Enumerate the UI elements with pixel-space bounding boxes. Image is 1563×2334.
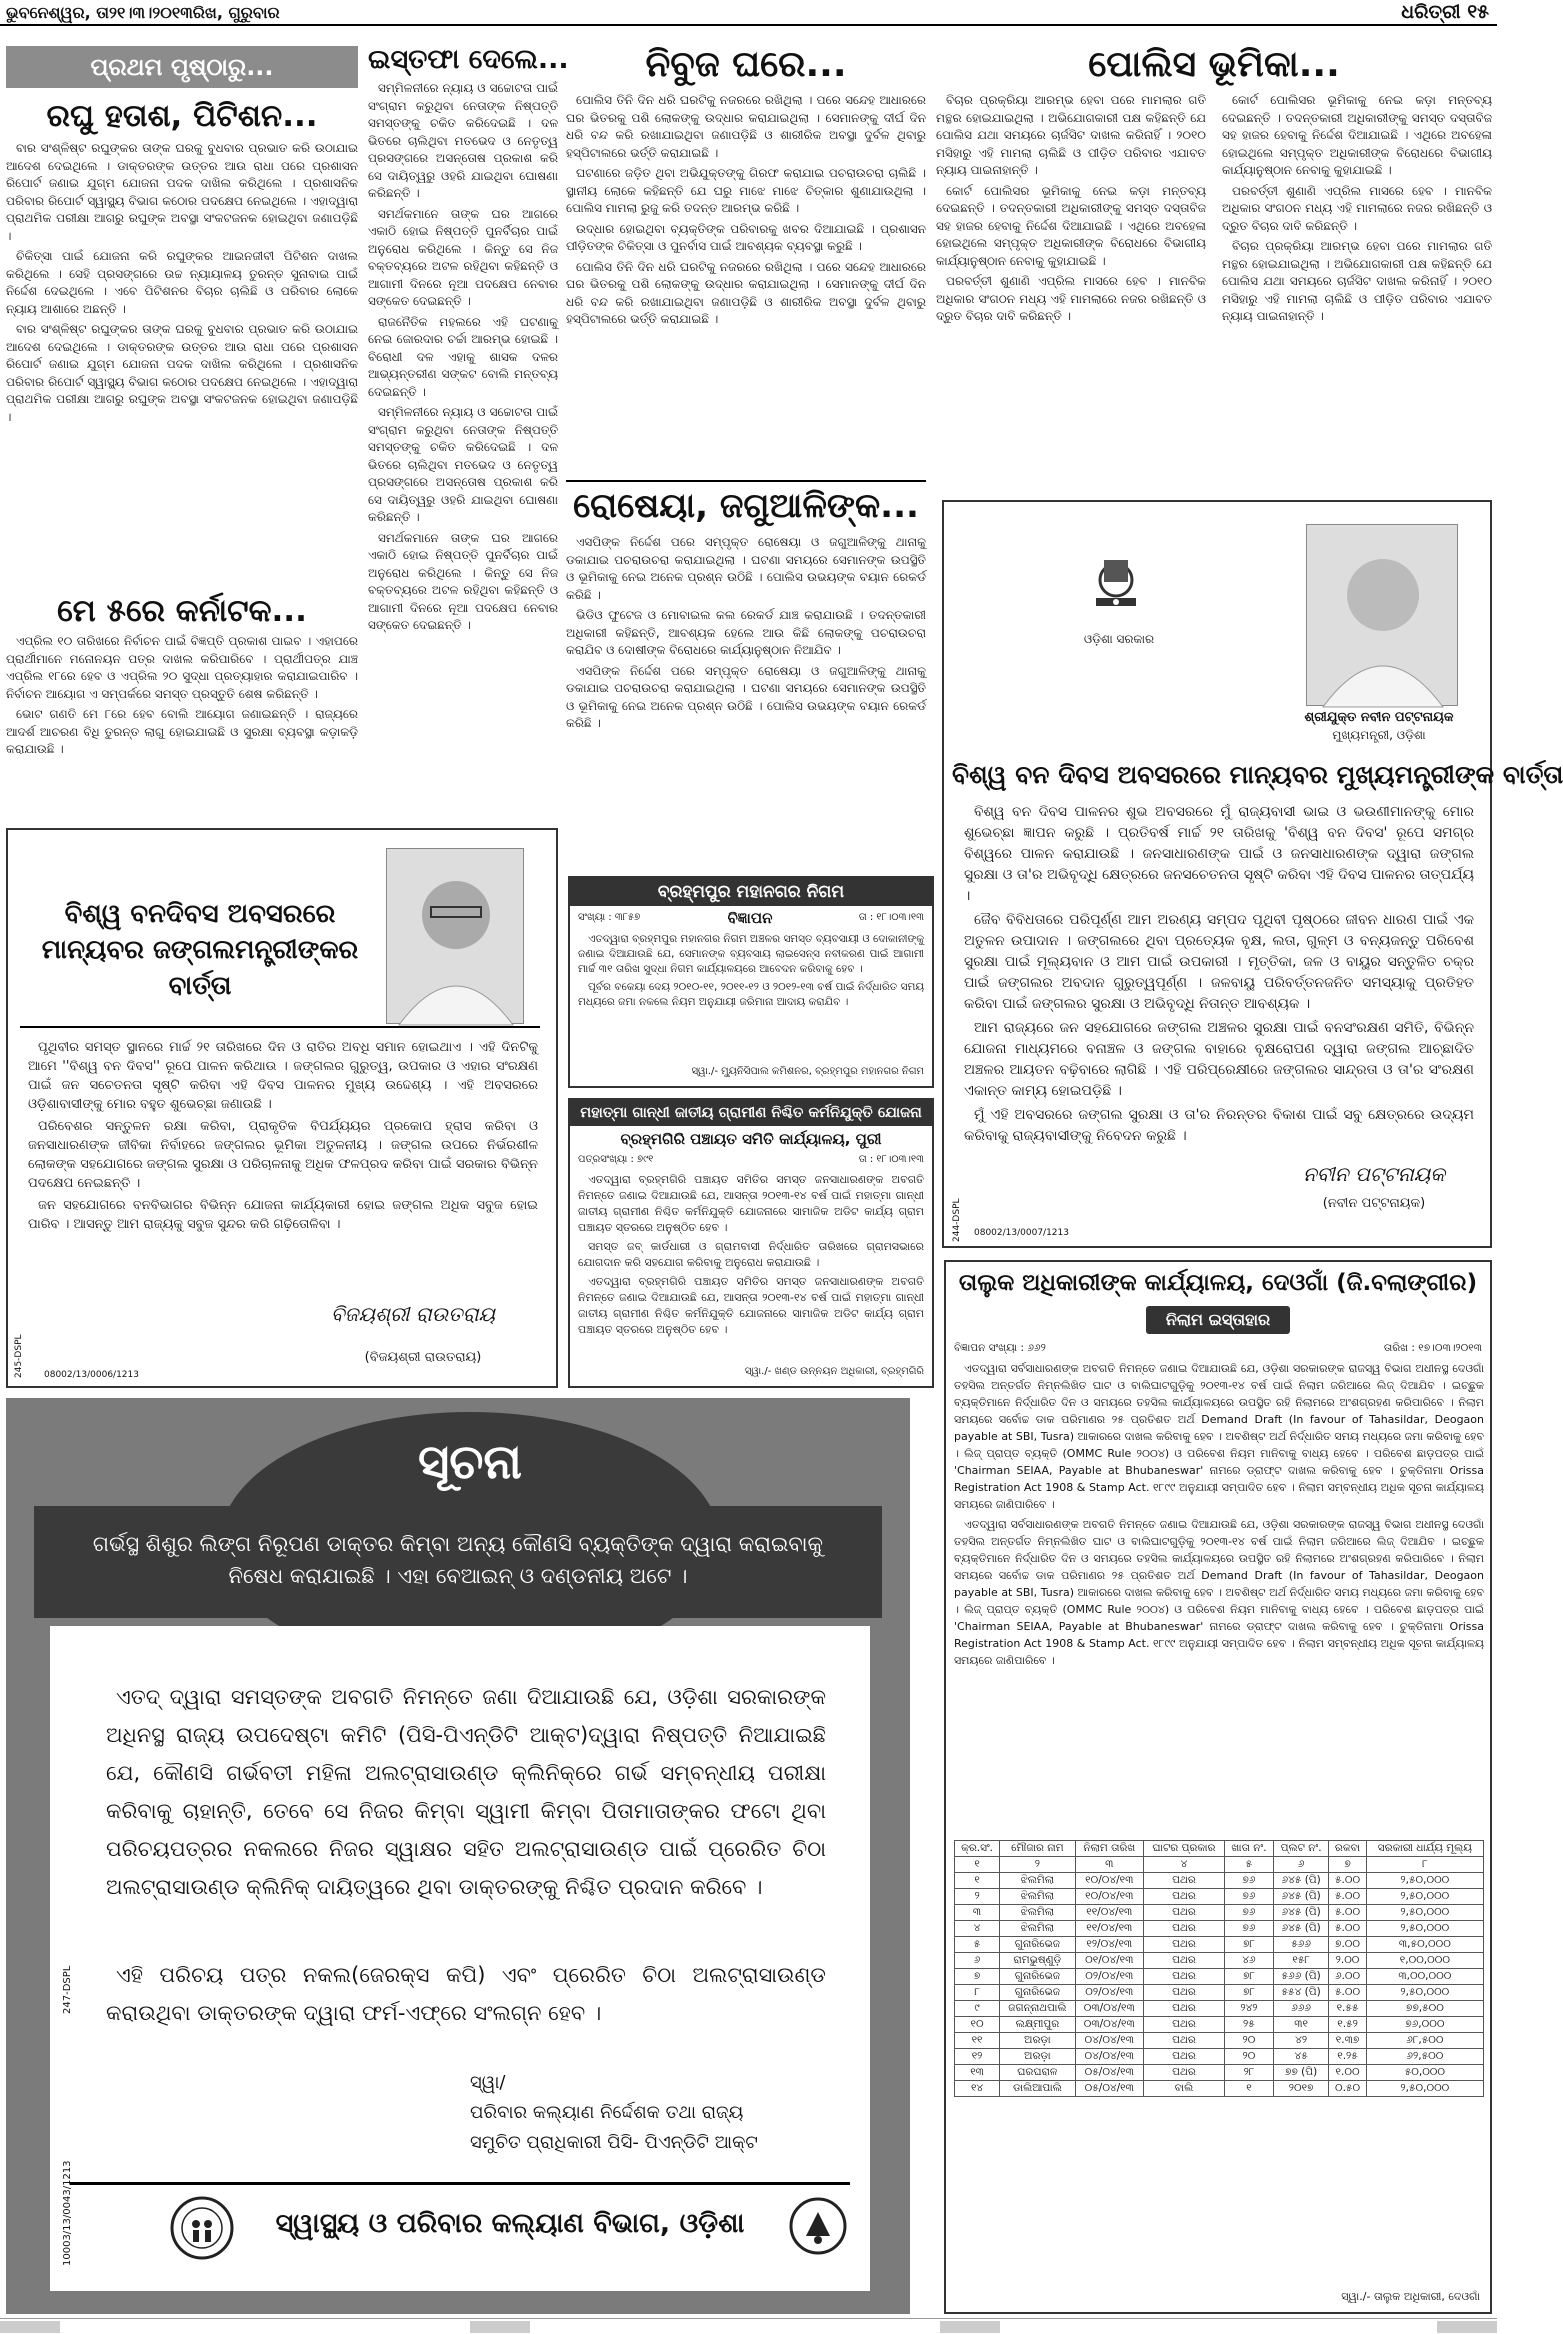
forest-minister-signature: ବିଜୟଶ୍ରୀ ରାଉତରାୟ [331, 1302, 495, 1326]
page-footer-bar [0, 2318, 1497, 2334]
table-cell: ପଥର [1143, 2017, 1224, 2033]
dateline: ଭୁବନେଶ୍ୱର, ତା୨୧।୩।୨୦୧୩ରିଖ, ଗୁରୁବାର [6, 3, 280, 22]
table-cell: ୦୨/୦୪/୧୩ [1075, 1969, 1143, 1985]
footer-mark [940, 2321, 1000, 2333]
paragraph: ଆମ ରାଜ୍ୟରେ ଜନ ସହଯୋଗରେ ଜଙ୍ଗଲ ଅଞ୍ଚଳର ସୁରକ୍ଷା ପାଇଁ ବନସଂରକ୍ଷଣ ସମିତି, ବିଭିନ୍ନ ଯୋଜନା ମାଧ୍ୟମରେ ବନାଞ୍ଚଳ ଓ ଜଙ୍ଗଲ ବାହାରେ ବୃକ୍ଷରୋପଣ ଦ୍ୱାରା ଜଙ୍ଗଲ ଆଚ୍ଛାଦିତ ଅଞ୍ଚଳର ଆୟତନ ବଢ଼ିବାରେ ଲାଗିଛି । ଏହି ପରିପ୍ରେକ୍ଷୀରେ ଜଙ୍ଗଲର ସାନ୍ଦ୍ରତା ଓ ତା'ର ସଂରକ୍ଷଣ ଏକାନ୍ତ କାମ୍ୟ ହୋଇପଡ଼ିଛି । [964, 1020, 1474, 1099]
ad-number: ସଂଖ୍ୟା : ୩୮୫୭ [578, 912, 641, 923]
table-cell: ଝିଲମିଲା [1000, 1889, 1076, 1905]
table-cell: ୦୫/୦୪/୧୩ [1075, 2065, 1143, 2081]
table-cell: ୧୦ [955, 2017, 1000, 2033]
paragraph: ପରବର୍ତ୍ତୀ ଶୁଣାଣି ଏପ୍ରିଲ ମାସରେ ହେବ । ମାନବିକ ଅଧିକାର ସଂଗଠନ ମଧ୍ୟ ଏହି ମାମଲାରେ ନଜର ରଖିଛନ୍ତି ଓ ଦ୍ରୁତ ବିଚାର ଦାବି କରିଛନ୍ତି । [936, 274, 1206, 323]
ad-side-code: 247-DSPL [62, 1965, 73, 2014]
table-row [955, 2033, 1484, 2049]
table-cell: ୭୬ [1225, 1889, 1274, 1905]
paragraph: ଏତଦ୍ୱାରା ସର୍ବସାଧାରଣଙ୍କ ଅବଗତି ନିମନ୍ତେ ଜଣାଇ ଦିଆଯାଉଛି ଯେ, ଓଡ଼ିଶା ସରକାରଙ୍କ ରାଜସ୍ୱ ବିଭାଗ ଅଧୀନସ୍ଥ ଦେଓଗାଁ ତହସିଲ ଅନ୍ତର୍ଗତ ନିମ୍ନଲିଖିତ ଘାଟ ଓ ବାଲିଘାଟଗୁଡ଼ିକୁ ୨୦୧୩-୧୪ ବର୍ଷ ପାଇଁ ନିଲାମ ଜରିଆରେ ଲିଜ୍ ଦିଆଯିବ । ଇଚ୍ଛୁକ ବ୍ୟକ୍ତିମାନେ ନିର୍ଦ୍ଧାରିତ ଦିନ ଓ ସମୟରେ ତହସିଲ କାର୍ଯ୍ୟାଳୟରେ ଉପସ୍ଥିତ ରହି ନିଲାମରେ ଅଂଶଗ୍ରହଣ କରିପାରିବେ । ନିଲାମ ସମୟରେ ସର୍ବୋଚ୍ଚ ଡାକ ପରିମାଣର ୨୫ ପ୍ରତିଶତ ଅର୍ଥ Demand Draft (In favour of Tahasildar, Deogaon payable at SBI, Tusra) ଆକାରରେ ଦାଖଲ କରିବାକୁ ହେବ । ଅବଶିଷ୍ଟ ଅର୍ଥ ନିର୍ଦ୍ଧାରିତ ସମୟ ମଧ୍ୟରେ ଜମା କରିବାକୁ ହେବ । ଲିଜ୍ ପ୍ରାପ୍ତ ବ୍ୟକ୍ତି (OMMC Rule ୨୦୦୪) ଓ ପରିବେଶ ନିୟମ ମାନିବାକୁ ବାଧ୍ୟ ହେବେ । ପରିବେଶ ଛାଡ଼ପତ୍ର ପାଇଁ 'Chairman SEIAA, Payable at Bhubaneswar' ନାମରେ ଡ୍ରାଫ୍ଟ ଦାଖଲ କରିବାକୁ ହେବ । ଚୁକ୍ତିନାମା Orissa Registration Act 1908 & Stamp Act. ୧୮୯୯ ଅନୁଯାୟୀ ସମ୍ପାଦିତ ହେବ । ନିଲାମ ସମ୍ବନ୍ଧୀୟ ଅଧିକ ସୂଚନା କାର୍ଯ୍ୟାଳୟ ସମୟରେ ଜାଣିପାରିବେ । [954, 1362, 1484, 1511]
emblem-caption: ଓଡ଼ିଶା ସରକାର [1083, 632, 1155, 646]
table-cell: ୨୦୧୭ [1273, 2081, 1328, 2097]
ad-subtitle: ବିଜ୍ଞାପନ [727, 909, 773, 927]
table-header-cell: ଘାଟର ପ୍ରକାର [1143, 1841, 1224, 1857]
table-cell: ୫.୦୦ [1329, 1921, 1366, 1937]
divider [566, 480, 926, 482]
chief-minister-message-ad [942, 500, 1563, 1248]
article-title: ନିବୁଜ ଘରେ... [645, 44, 847, 85]
ad-body [954, 1360, 1484, 1830]
paragraph: ସମର୍ଥକମାନେ ତାଙ୍କ ଘର ଆଗରେ ଏକାଠି ହୋଇ ନିଷ୍ପତ୍ତି ପୁନର୍ବିଚାର ପାଇଁ ଅନୁରୋଧ କରିଥିଲେ । କିନ୍ତୁ ସେ ନିଜ ବକ୍ତବ୍ୟରେ ଅଟଳ ରହିଥିବା କହିଛନ୍ତି ଓ ଆଗାମୀ ଦିନରେ ନୂଆ ପଦକ୍ଷେପ ନେବାର ସଙ୍କେତ ଦେଇଛନ୍ତି । [368, 206, 558, 308]
paragraph: ଏସପିଙ୍କ ନିର୍ଦ୍ଦେଶ ପରେ ସମ୍ପୃକ୍ତ ରୋଷେୟା ଓ ଜଗୁଆଳିଙ୍କୁ ଥାନାକୁ ଡକାଯାଇ ପଚରାଉଚରା କରାଯାଇଥିଲା । ଘଟଣା ସମୟରେ ସେମାନଙ୍କ ଉପସ୍ଥିତି ଓ ଭୂମିକାକୁ ନେଇ ଅନେକ ପ୍ରଶ୍ନ ଉଠିଛି । ପୋଲିସ ଉଭୟଙ୍କ ବୟାନ ରେକର୍ଡ କରିଛି । [566, 535, 926, 602]
paragraph: କୋର୍ଟ ପୋଲିସର ଭୂମିକାକୁ ନେଇ କଡ଼ା ମନ୍ତବ୍ୟ ଦେଇଛନ୍ତି । ତଦନ୍ତକାରୀ ଅଧିକାରୀଙ୍କୁ ସମସ୍ତ ଦସ୍ତାବିଜ ସହ ହାଜର ହେବାକୁ ନିର୍ଦ୍ଦେଶ ଦିଆଯାଇଛି । ଏଥିରେ ଅବହେଳା ହୋଇଥିଲେ ସମ୍ପୃକ୍ତ ଅଧିକାରୀଙ୍କ ବିରୋଧରେ ବିଭାଗୀୟ କାର୍ଯ୍ୟାନୁଷ୍ଠାନ ନେବାକୁ କୁହାଯାଇଛି । [936, 183, 1206, 268]
table-cell: ଅରଡ଼ା [1000, 2033, 1076, 2049]
photo-caption-role: ମୁଖ୍ୟମନ୍ତ୍ରୀ, ଓଡ଼ିଶା [1332, 728, 1426, 742]
table-cell: ୨,୫୦,୦୦୦ [1366, 1889, 1483, 1905]
paragraph: ପରବର୍ତ୍ତୀ ଶୁଣାଣି ଏପ୍ରିଲ ମାସରେ ହେବ । ମାନବିକ ଅଧିକାର ସଂଗଠନ ମଧ୍ୟ ଏହି ମାମଲାରେ ନଜର ରଖିଛନ୍ତି ଓ ଦ୍ରୁତ ବିଚାର ଦାବି କରିଛନ୍ତି । [1222, 183, 1492, 233]
notice-title: ସୂଚନା [417, 1434, 523, 1490]
table-cell: ଝିଲମିଲା [1000, 1873, 1076, 1889]
table-cell: ଲକ୍ଷ୍ମୀପୁର [1000, 2017, 1076, 2033]
paragraph: ବିଚାର ପ୍ରକ୍ରିୟା ଆରମ୍ଭ ହେବା ପରେ ମାମଲାର ଗତି ମନ୍ଥର ହୋଇଯାଇଥିଲା । ଅଭିଯୋଗକାରୀ ପକ୍ଷ କହିଛନ୍ତି ଯେ ପୋଲିସ ଯଥା ସମୟରେ ଚାର୍ଜସିଟ ଦାଖଲ କରିନାହିଁ । ୨୦୧୦ ମସିହାରୁ ଏହି ମାମଲା ଚାଲିଛି ଓ ପୀଡ଼ିତ ପରିବାର ଏଯାବତ ନ୍ୟାୟ ପାଇନାହାନ୍ତି । [936, 93, 1206, 177]
table-cell: ୨୦ [1225, 2033, 1274, 2049]
table-cell: ୫୬୬ [1273, 1937, 1328, 1953]
table-cell: ୦୨/୦୪/୧୩ [1075, 1985, 1143, 2001]
table-cell: ୧୦/୦୪/୧୩ [1075, 1873, 1143, 1889]
table-row [955, 1937, 1484, 1953]
article-body [936, 92, 1206, 492]
paragraph: ଭୋଟ ଗଣତି ମେ ୮ରେ ହେବ ବୋଲି ଆୟୋଗ ଜଣାଇଛନ୍ତି । ରାଜ୍ୟରେ ଆଦର୍ଶ ଆଚରଣ ବିଧି ତୁରନ୍ତ ଲାଗୁ ହୋଇଯାଇଛି ଓ ସୁରକ୍ଷା ବ୍ୟବସ୍ଥା କଡ଼ାକଡ଼ି କରାଯାଉଛି । [6, 707, 358, 756]
table-number-cell: ୭ [1329, 1857, 1366, 1873]
paragraph: ଘଟଣାରେ ଜଡ଼ିତ ଥିବା ଅଭିଯୁକ୍ତଙ୍କୁ ଗିରଫ କରାଯାଇ ପଚରାଉଚରା ଚାଲିଛି । ସ୍ଥାନୀୟ ଲୋକେ କହିଛନ୍ତି ଯେ ଘରୁ ମାଝେ ମାଝେ ଚିତ୍କାର ଶୁଣାଯାଉଥିଲା । ପୋଲିସ ମାମଲା ରୁଜୁ କରି ତଦନ୍ତ ଆରମ୍ଭ କରିଛି । [566, 166, 926, 215]
table-header-cell: ମୌଜାର ନାମ [1000, 1841, 1076, 1857]
table-number-cell: ୧ [955, 1857, 1000, 1873]
cm-signature: ନବୀନ ପଟ୍ଟନାୟକ [1303, 1162, 1445, 1186]
table-cell: ପଥର [1143, 1905, 1224, 1921]
paragraph: ଚିକିତ୍ସା ପାଇଁ ଯୋଜନା କରି ରଘୁଙ୍କର ଆଇନଜୀବୀ ପିଟିଶନ ଦାଖଲ କରିଥିଲେ । ସେହି ପ୍ରସଙ୍ଗରେ ଉଚ୍ଚ ନ୍ୟାୟାଳୟ ତୁରନ୍ତ ସୁନାବାଇ ପାଇଁ ନିର୍ଦ୍ଦେଶ ଦେଇଥିଲେ । ଏବେ ପିଟିଶନର ବିଚାର ଚାଲିଛି ଓ ପରିବାର ଲୋକେ ନ୍ୟାୟ ଆଶାରେ ଅଛନ୍ତି । [6, 249, 358, 316]
table-cell: ୭୮ [1225, 1985, 1274, 2001]
table-cell: ୦୪/୦୪/୧୩ [1075, 2049, 1143, 2065]
ashoka-emblem-icon [1076, 542, 1156, 622]
divider [70, 2182, 850, 2185]
table-cell: ୫୫୪ (ପି) [1273, 1985, 1328, 2001]
table-cell: ୭୮ [1225, 1937, 1274, 1953]
paragraph: ଏତଦ୍ୱାରା ସର୍ବସାଧାରଣଙ୍କ ଅବଗତି ନିମନ୍ତେ ଜଣାଇ ଦିଆଯାଉଛି ଯେ, ଓଡ଼ିଶା ସରକାରଙ୍କ ରାଜସ୍ୱ ବିଭାଗ ଅଧୀନସ୍ଥ ଦେଓଗାଁ ତହସିଲ ଅନ୍ତର୍ଗତ ନିମ୍ନଲିଖିତ ଘାଟ ଓ ବାଲିଘାଟଗୁଡ଼ିକୁ ୨୦୧୩-୧୪ ବର୍ଷ ପାଇଁ ନିଲାମ ଜରିଆରେ ଲିଜ୍ ଦିଆଯିବ । ଇଚ୍ଛୁକ ବ୍ୟକ୍ତିମାନେ ନିର୍ଦ୍ଧାରିତ ଦିନ ଓ ସମୟରେ ତହସିଲ କାର୍ଯ୍ୟାଳୟରେ ଉପସ୍ଥିତ ରହି ନିଲାମରେ ଅଂଶଗ୍ରହଣ କରିପାରିବେ । ନିଲାମ ସମୟରେ ସର୍ବୋଚ୍ଚ ଡାକ ପରିମାଣର ୨୫ ପ୍ରତିଶତ ଅର୍ଥ Demand Draft (In favour of Tahasildar, Deogaon payable at SBI, Tusra) ଆକାରରେ ଦାଖଲ କରିବାକୁ ହେବ । ଅବଶିଷ୍ଟ ଅର୍ଥ ନିର୍ଦ୍ଧାରିତ ସମୟ ମଧ୍ୟରେ ଜମା କରିବାକୁ ହେବ । ଲିଜ୍ ପ୍ରାପ୍ତ ବ୍ୟକ୍ତି (OMMC Rule ୨୦୦୪) ଓ ପରିବେଶ ନିୟମ ମାନିବାକୁ ବାଧ୍ୟ ହେବେ । ପରିବେଶ ଛାଡ଼ପତ୍ର ପାଇଁ 'Chairman SEIAA, Payable at Bhubaneswar' ନାମରେ ଡ୍ରାଫ୍ଟ ଦାଖଲ କରିବାକୁ ହେବ । ଚୁକ୍ତିନାମା Orissa Registration Act 1908 & Stamp Act. ୧୮୯୯ ଅନୁଯାୟୀ ସମ୍ପାଦିତ ହେବ । ନିଲାମ ସମ୍ବନ୍ଧୀୟ ଅଧିକ ସୂଚନା କାର୍ଯ୍ୟାଳୟ ସମୟରେ ଜାଣିପାରିବେ । [954, 1518, 1484, 1667]
table-cell: ୧୧/୦୪/୧୩ [1075, 1921, 1143, 1937]
table-cell: ୭.୦୦ [1329, 1937, 1366, 1953]
table-cell: ଝିଲମିଲା [1000, 1905, 1076, 1921]
table-cell: ପଥର [1143, 2033, 1224, 2049]
table-cell: ଅରଡ଼ା [1000, 2049, 1076, 2065]
table-cell: ୧,୦୦,୦୦୦ [1366, 1953, 1483, 1969]
table-cell: ଗୁନାରିଭେଜ [1000, 1969, 1076, 1985]
signature-title: ସମୁଚିତ ପ୍ରାଧିକାରୀ ପିସି- ପିଏନ୍‌ଡିଟି ଆକ୍ଟ [470, 2132, 758, 2153]
table-cell: ପଥର [1143, 1985, 1224, 2001]
notice-body [106, 1956, 826, 2036]
article-body [1222, 92, 1492, 492]
table-cell: ୭୬ [1225, 1921, 1274, 1937]
table-header-cell: କ୍ର.ସଂ. [955, 1841, 1000, 1857]
nrega-ad [568, 1098, 934, 1388]
table-cell: ୦୩/୦୪/୧୩ [1075, 2001, 1143, 2017]
table-cell: ୨୫ [1225, 2017, 1274, 2033]
table-cell: ୭୬ [1225, 1905, 1274, 1921]
paragraph: ସମ୍ମିଳନୀରେ ନ୍ୟାୟ ଓ ସଚ୍ଚୋଟତା ପାଇଁ ସଂଗ୍ରାମ କରୁଥିବା ନେତାଙ୍କ ନିଷ୍ପତ୍ତି ସମସ୍ତଙ୍କୁ ଚକିତ କରିଦେଇଛି । ଦଳ ଭିତରେ ଚାଲିଥିବା ମତଭେଦ ଓ ନେତୃତ୍ୱ ପ୍ରସଙ୍ଗରେ ଅସନ୍ତୋଷ ପ୍ରକାଶ କରି ସେ ଦାୟିତ୍ୱରୁ ଓହରି ଯାଇଥିବା ଘୋଷଣା କରିଛନ୍ତି । [368, 81, 558, 200]
table-row [955, 1905, 1484, 1921]
table-header-cell: ଖାତା ନଂ. [1225, 1841, 1274, 1857]
table-cell: ୬.୦୦ [1329, 1969, 1366, 1985]
paragraph: ସମର୍ଥକମାନେ ତାଙ୍କ ଘର ଆଗରେ ଏକାଠି ହୋଇ ନିଷ୍ପତ୍ତି ପୁନର୍ବିଚାର ପାଇଁ ଅନୁରୋଧ କରିଥିଲେ । କିନ୍ତୁ ସେ ନିଜ ବକ୍ତବ୍ୟରେ ଅଟଳ ରହିଥିବା କହିଛନ୍ତି ଓ ଆଗାମୀ ଦିନରେ ନୂଆ ପଦକ୍ଷେପ ନେବାର ସଙ୍କେତ ଦେଇଛନ୍ତି । [368, 530, 558, 632]
table-cell: ୪୨ [1273, 2033, 1328, 2049]
ad-subtitle: ନିଲାମ ଇସ୍ତାହାର [1146, 1306, 1290, 1334]
table-cell: ୬୬୬ [1273, 2001, 1328, 2017]
article-title: ରୋଷେୟା, ଜଗୁଆଳିଙ୍କ... [573, 486, 919, 526]
ad-title: ତାଲୁକ ଅଧିକାରୀଙ୍କ କାର୍ଯ୍ୟାଳୟ, ଦେଓଗାଁ (ଜି.ବଲାଙ୍ଗୀର) [958, 1270, 1478, 1296]
table-cell: ୧ [1225, 2081, 1274, 2097]
table-cell: ଗୁନାରିଭେଜ [1000, 1985, 1076, 2001]
footer-mark [1437, 2321, 1497, 2333]
table-cell: ୦୧/୦୪/୧୩ [1075, 1953, 1143, 1969]
ad-footer: ସ୍ୱା./- ଖଣ୍ଡ ଉନ୍ନୟନ ଅଧିକାରୀ, ବ୍ରହ୍ମଗିରି [744, 1366, 924, 1377]
paragraph: ରାଜନୈତିକ ମହଲରେ ଏହି ଘଟଣାକୁ ନେଇ ଜୋରଦାର ଚର୍ଚ୍ଚା ଆରମ୍ଭ ହୋଇଛି । ବିରୋଧୀ ଦଳ ଏହାକୁ ଶାସକ ଦଳର ଆଭ୍ୟନ୍ତରୀଣ ସଙ୍କଟ ବୋଲି ମନ୍ତବ୍ୟ ଦେଇଛନ୍ତି । [368, 314, 558, 399]
table-row [955, 2049, 1484, 2065]
auction-table [954, 1840, 1484, 2097]
signature-line: ସ୍ୱା/ [470, 2072, 506, 2093]
footer-mark [0, 2321, 60, 2333]
table-cell: ୭୭ (ପି) [1273, 2065, 1328, 2081]
table-cell: ୧୧/୦୪/୧୩ [1075, 1905, 1143, 1921]
article-title: ମେ ୫ରେ କର୍ନାଟକ... [57, 593, 307, 629]
table-number-cell: ୪ [1143, 1857, 1224, 1873]
table-cell: ୨ [955, 1889, 1000, 1905]
table-cell: ୬୪୫ (ପି) [1273, 1905, 1328, 1921]
paragraph: ବାର ସଂଶ୍ଳିଷ୍ଟ ରଘୁଙ୍କର ତାଙ୍କ ଘରକୁ ବୁଧବାର ପ୍ରଭାତ କରି ଉଠାଯାଇ ଆଦେଶ ଦେଇଥିଲେ । ଡାକ୍ତରଙ୍କ ଉତ୍ତର ଆଉ ରାଧା ପରେ ପ୍ରଶାସନ ରିପୋର୍ଟ ଜଣାଇ ଯୁଗ୍ମ ଯୋଜନା ପଦକ ଦାଖିଲ କରିଥିଲେ । ପ୍ରଶାସନିକ ପରିବାର ରିପୋର୍ଟ ସ୍ୱାସ୍ଥ୍ୟ ବିଭାଗ କଠୋର ପଦକ୍ଷେପ ନେଇଥିଲେ । ଏହାଦ୍ୱାରା ପ୍ରାଥମିକ ପରୀକ୍ଷା ଆଗରୁ ରଘୁଙ୍କ ଅବସ୍ଥା ସଂକଟଜନକ ହୋଇଥିବା ଜଣାପଡ଼ିଛି । [6, 141, 358, 243]
paragraph: ଏତଦ୍ୱାରା ବ୍ରହ୍ମଗିରି ପଞ୍ଚାୟତ ସମିତିର ସମସ୍ତ ଜନସାଧାରଣଙ୍କ ଅବଗତି ନିମନ୍ତେ ଜଣାଇ ଦିଆଯାଉଛି ଯେ, ଆସନ୍ତା ୨୦୧୩-୧୪ ବର୍ଷ ପାଇଁ ମହାତ୍ମା ଗାନ୍ଧୀ ଜାତୀୟ ଗ୍ରାମୀଣ ନିଶ୍ଚିତ କର୍ମନିଯୁକ୍ତି ଯୋଜନାରେ ସାମାଜିକ ଅଡିଟ କାର୍ଯ୍ୟ ଗ୍ରାମ ପଞ୍ଚାୟତ ସ୍ତରରେ ଅନୁଷ୍ଠିତ ହେବ । [578, 1173, 924, 1234]
health-notice-ad [6, 1398, 910, 2314]
table-cell: ପଥର [1143, 1921, 1224, 1937]
article-body [6, 140, 358, 580]
paragraph: ପୂର୍ବର ବକେୟା ଦେୟ ୨୦୧୦-୧୧, ୨୦୧୧-୧୨ ଓ ୨୦୧୨-୧୩ ବର୍ଷ ପାଇଁ ନିର୍ଦ୍ଧାରିତ ସମୟ ମଧ୍ୟରେ ଜମା ନକଲେ ନିୟମ ଅନୁଯାୟୀ ଜରିମାନା ଆଦାୟ କରାଯିବ । [578, 981, 924, 1008]
ad-body [964, 802, 1474, 1158]
table-number-cell: ୮ [1366, 1857, 1483, 1873]
table-cell: ୩,୫୦,୦୦୦ [1366, 1937, 1483, 1953]
ad-body [578, 1172, 924, 1362]
berhampur-corporation-ad [568, 876, 934, 1088]
table-cell: ୦୪/୦୪/୧୩ [1075, 2033, 1143, 2049]
paragraph: କୋର୍ଟ ପୋଲିସର ଭୂମିକାକୁ ନେଇ କଡ଼ା ମନ୍ତବ୍ୟ ଦେଇଛନ୍ତି । ତଦନ୍ତକାରୀ ଅଧିକାରୀଙ୍କୁ ସମସ୍ତ ଦସ୍ତାବିଜ ସହ ହାଜର ହେବାକୁ ନିର୍ଦ୍ଦେଶ ଦିଆଯାଇଛି । ଏଥିରେ ଅବହେଳା ହୋଇଥିଲେ ସମ୍ପୃକ୍ତ ଅଧିକାରୀଙ୍କ ବିରୋଧରେ ବିଭାଗୀୟ କାର୍ଯ୍ୟାନୁଷ୍ଠାନ ନେବାକୁ କୁହାଯାଇଛି । [1222, 93, 1492, 177]
table-cell: ୧ [955, 1873, 1000, 1889]
table-cell: ଗୁନାରିଭେଜ [1000, 1937, 1076, 1953]
table-cell: ୧୦/୦୪/୧୩ [1075, 1889, 1143, 1905]
paragraph: ଜନ ସହଯୋଗରେ ବନବିଭାଗର ବିଭିନ୍ନ ଯୋଜନା କାର୍ଯ୍ୟକାରୀ ହୋଇ ଜଙ୍ଗଲ ଅଧିକ ସବୁଜ ହୋଇ ପାରିବ । ଆସନ୍ତୁ ଆମ ରାଜ୍ୟକୁ ସବୁଜ ସୁନ୍ଦର କରି ଗଢ଼ିତୋଳିବା । [28, 1198, 538, 1232]
signature-title: ପରିବାର କଲ୍ୟାଣ ନିର୍ଦ୍ଦେଶକ ତଥା ରାଜ୍ୟ [470, 2102, 744, 2123]
table-cell: ୨,୫୦,୦୦୦ [1366, 2081, 1483, 2097]
department-name: ସ୍ୱାସ୍ଥ୍ୟ ଓ ପରିବାର କଲ୍ୟାଣ ବିଭାଗ, ଓଡ଼ିଶା [275, 2208, 745, 2239]
table-cell: ବାଲି [1143, 2081, 1224, 2097]
forest-minister-name: (ବିଜୟଶ୍ରୀ ରାଉତରାୟ) [364, 1350, 482, 1365]
table-cell: ୪୬ [1225, 1953, 1274, 1969]
table-number-cell: ୬ [1273, 1857, 1328, 1873]
table-cell: ୪ [955, 1921, 1000, 1937]
table-cell: ୦.୫୦ [1329, 2081, 1366, 2097]
table-cell: ୬୪୫ (ପି) [1273, 1889, 1328, 1905]
ad-title: ମହାତ୍ମା ଗାନ୍ଧୀ ଜାତୀୟ ଗ୍ରାମୀଣ ନିଶ୍ଚିତ କର୍ମନିଯୁକ୍ତି ଯୋଜନା [570, 1100, 932, 1126]
table-cell: ପଥର [1143, 1969, 1224, 1985]
table-cell: ପଥର [1143, 2049, 1224, 2065]
table-cell: ୩,୦୦,୦୦୦ [1366, 1969, 1483, 1985]
paragraph: ଏତଦ୍ ଦ୍ୱାରା ସମସ୍ତଙ୍କ ଅବଗତି ନିମନ୍ତେ ଜଣା ଦିଆଯାଉଛି ଯେ, ଓଡ଼ିଶା ସରକାରଙ୍କ ଅଧିନସ୍ଥ ରାଜ୍ୟ ଉପଦେଷ୍ଟା କମିଟି (ପିସି-ପିଏନ୍‌ଡିଟି ଆକ୍ଟ)ଦ୍ୱାରା ନିଷ୍ପତ୍ତି ନିଆଯାଇଛି ଯେ, କୌଣସି ଗର୍ଭବତୀ ମହିଳା ଅଲଟ୍ରାସାଉଣ୍ଡ କ୍ଲିନିକ୍‌ରେ ଗର୍ଭ ସମ୍ବନ୍ଧୀୟ ପରୀକ୍ଷା କରିବାକୁ ଚାହାନ୍ତି, ତେବେ ସେ ନିଜର କିମ୍ବା ସ୍ୱାମୀ କିମ୍ବା ପିତାମାତାଙ୍କର ଫଟୋ ଥିବା ପରିଚୟପତ୍ରର ନକଲରେ ନିଜର ସ୍ୱାକ୍ଷର ସହିତ ଅଲଟ୍ରାସାଉଣ୍ଡ ପାଇଁ ପ୍ରେରିତ ଚିଠା ଅଲଟ୍ରାସାଉଣ୍ଡ କ୍ଲିନିକ୍ ଦାୟିତ୍ୱରେ ଥିବା ଡାକ୍ତରଙ୍କୁ ନିଶ୍ଚିତ ପ୍ରଦାନ କରିବେ । [106, 1685, 826, 1899]
table-cell: ଡାଲିଆପାଲି [1000, 2081, 1076, 2097]
ad-body [28, 1038, 538, 1288]
divider [20, 1026, 540, 1028]
table-cell: ପଥର [1143, 2065, 1224, 2081]
table-cell: ୫ [955, 1937, 1000, 1953]
paragraph: ସମସ୍ତ ଜବ୍ କାର୍ଡଧାରୀ ଓ ଗ୍ରାମବାସୀ ନିର୍ଦ୍ଧାରିତ ତାରିଖରେ ଗ୍ରାମସଭାରେ ଯୋଗଦାନ କରି ସହଯୋଗ କରିବାକୁ ଅନୁରୋଧ କରାଯାଉଛି । [578, 1240, 924, 1269]
paragraph: ବିଚାର ପ୍ରକ୍ରିୟା ଆରମ୍ଭ ହେବା ପରେ ମାମଲାର ଗତି ମନ୍ଥର ହୋଇଯାଇଥିଲା । ଅଭିଯୋଗକାରୀ ପକ୍ଷ କହିଛନ୍ତି ଯେ ପୋଲିସ ଯଥା ସମୟରେ ଚାର୍ଜସିଟ ଦାଖଲ କରିନାହିଁ । ୨୦୧୦ ମସିହାରୁ ଏହି ମାମଲା ଚାଲିଛି ଓ ପୀଡ଼ିତ ପରିବାର ଏଯାବତ ନ୍ୟାୟ ପାଇନାହାନ୍ତି । [1222, 239, 1492, 323]
table-cell: ୭୭,୫୦୦ [1366, 2001, 1483, 2017]
table-row [955, 1921, 1484, 1937]
table-cell: ୨୦ [1225, 2049, 1274, 2065]
table-cell: ୧୫୮ [1273, 1953, 1328, 1969]
table-cell: ୨,୫୦,୦୦୦ [1366, 1905, 1483, 1921]
table-number-cell: ୫ [1225, 1857, 1274, 1873]
article-title: ରଘୁ ହତାଶ, ପିଟିଶନ... [46, 98, 318, 134]
table-cell: ୬୮,୫୦୦ [1366, 2033, 1483, 2049]
table-cell: ୦୩/୦୪/୧୩ [1075, 2017, 1143, 2033]
table-cell: ୧.୫୨ [1329, 2017, 1366, 2033]
table-row [955, 1873, 1484, 1889]
paragraph: ଏସପିଙ୍କ ନିର୍ଦ୍ଦେଶ ପରେ ସମ୍ପୃକ୍ତ ରୋଷେୟା ଓ ଜଗୁଆଳିଙ୍କୁ ଥାନାକୁ ଡକାଯାଇ ପଚରାଉଚରା କରାଯାଇଥିଲା । ଘଟଣା ସମୟରେ ସେମାନଙ୍କ ଉପସ୍ଥିତି ଓ ଭୂମିକାକୁ ନେଇ ଅନେକ ପ୍ରଶ୍ନ ଉଠିଛି । ପୋଲିସ ଉଭୟଙ୍କ ବୟାନ ରେକର୍ଡ କରିଛି । [566, 663, 926, 730]
table-header-cell: ପ୍ଲଟ ନଂ. [1273, 1841, 1328, 1857]
table-cell: ୨୮ [1225, 2065, 1274, 2081]
table-cell: ଜଗନ୍ନାଥପାଲି [1000, 2001, 1076, 2017]
table-cell: ୫.୦୦ [1329, 1889, 1366, 1905]
table-cell: ୨,୫୦,୦୦୦ [1366, 1873, 1483, 1889]
ad-side-code: 10003/13/0043/1213 [62, 2160, 73, 2266]
table-cell: ୬୪୫ (ପି) [1273, 1873, 1328, 1889]
table-cell: ୧୧ [955, 2033, 1000, 2049]
notice-panel [50, 1626, 870, 2291]
paragraph: ଏତଦ୍ୱାରା ବ୍ରହ୍ମଗିରି ପଞ୍ଚାୟତ ସମିତିର ସମସ୍ତ ଜନସାଧାରଣଙ୍କ ଅବଗତି ନିମନ୍ତେ ଜଣାଇ ଦିଆଯାଉଛି ଯେ, ଆସନ୍ତା ୨୦୧୩-୧୪ ବର୍ଷ ପାଇଁ ମହାତ୍ମା ଗାନ୍ଧୀ ଜାତୀୟ ଗ୍ରାମୀଣ ନିଶ୍ଚିତ କର୍ମନିଯୁକ୍ତି ଯୋଜନାରେ ସାମାଜିକ ଅଡିଟ କାର୍ଯ୍ୟ ଗ୍ରାମ ପଞ୍ଚାୟତ ସ୍ତରରେ ଅନୁଷ୍ଠିତ ହେବ । [578, 1275, 924, 1336]
table-cell: ପଥର [1143, 1953, 1224, 1969]
table-cell: ୫୬୬ (ପି) [1273, 1969, 1328, 1985]
table-row [955, 2001, 1484, 2017]
table-cell: ୨୪୨ [1225, 2001, 1274, 2017]
paragraph: ପୃଥିବୀର ସମସ୍ତ ସ୍ଥାନରେ ମାର୍ଚ୍ଚ ୨୧ ତାରିଖରେ ଦିନ ଓ ରାତିର ଅବଧି ସମାନ ହୋଇଥାଏ । ଏହି ଦିନଟିକୁ ଆମେ ''ବିଶ୍ୱ ବନ ଦିବସ'' ରୂପେ ପାଳନ କରିଥାଉ । ଜଙ୍ଗଲର ଗୁରୁତ୍ୱ, ଉପକାର ଓ ଏହାର ସଂରକ୍ଷଣ ପାଇଁ ଜନ ସଚେତନତା ସୃଷ୍ଟି କରିବା ଏହି ଦିବସ ପାଳନର ମୁଖ୍ୟ ଉଦ୍ଦେଶ୍ୟ । ଏହି ଅବସରରେ ଓଡ଼ିଶାବାସୀଙ୍କୁ ମୋର ବହୁତ ଶୁଭେଚ୍ଛା ଜଣାଉଛି । [28, 1040, 538, 1112]
odisha-govt-logo-icon [788, 2196, 848, 2256]
ad-body [578, 932, 924, 1062]
table-number-cell: ୩ [1075, 1857, 1143, 1873]
table-cell: ୫.୦୦ [1329, 1985, 1366, 2001]
table-header-cell: ସରକାରୀ ଧାର୍ଯ୍ୟ ମୂଲ୍ୟ [1366, 1841, 1483, 1857]
article-body [368, 80, 558, 820]
table-cell: ୭୬,୦୦୦ [1366, 2017, 1483, 2033]
table-cell: ୧୪ [955, 2081, 1000, 2097]
ad-number: ବିଜ୍ଞାପନ ସଂଖ୍ୟା : ୬୬୨ [954, 1342, 1046, 1354]
paragraph: ଉଦ୍ଧାର ହୋଇଥିବା ବ୍ୟକ୍ତିଙ୍କ ପରିବାରକୁ ଖବର ଦିଆଯାଇଛି । ପ୍ରଶାସନ ପୀଡ଼ିତଙ୍କ ଚିକିତ୍ସା ଓ ପୁନର୍ବାସ ପାଇଁ ଆବଶ୍ୟକ ବ୍ୟବସ୍ଥା କରୁଛି । [566, 221, 926, 253]
notice-body [106, 1678, 826, 1948]
table-cell: ୧୨ [955, 2049, 1000, 2065]
notice-banner: ଗର୍ଭସ୍ଥ ଶିଶୁର ଲିଙ୍ଗ ନିରୂପଣ ଡାକ୍ତର କିମ୍ବା ଅନ୍ୟ କୌଣସି ବ୍ୟକ୍ତିଙ୍କ ଦ୍ୱାରା କରାଇବାକୁ ନିଷେଧ କରାଯାଇଛି । ଏହା ବେଆଇନ୍ ଓ ଦଣ୍ଡନୀୟ ଅଟେ । [34, 1506, 882, 1618]
article-body [566, 92, 926, 472]
table-cell: ଝିଲମିଲା [1000, 1921, 1076, 1937]
table-cell: ୭୮ [1225, 1969, 1274, 1985]
table-cell: ୦୫/୦୪/୧୩ [1075, 2081, 1143, 2097]
paragraph: ଏପ୍ରିଲ ୧୦ ତାରିଖରେ ନିର୍ବାଚନ ପାଇଁ ବିଜ୍ଞପ୍ତି ପ୍ରକାଶ ପାଇବ । ଏହାପରେ ପ୍ରାର୍ଥୀମାନେ ମନୋନୟନ ପତ୍ର ଦାଖଲ କରିପାରିବେ । ପ୍ରାର୍ଥୀପତ୍ର ଯାଞ୍ଚ ଏପ୍ରିଲ ୧୮ରେ ହେବ ଓ ଏପ୍ରିଲ ୨୦ ସୁଦ୍ଧା ପ୍ରତ୍ୟାହାର କରାଯାଇପାରିବ । ନିର୍ବାଚନ ଆୟୋଗ ଏ ସମ୍ପର୍କରେ ସମସ୍ତ ପ୍ରସ୍ତୁତି ଶେଷ କରିଛନ୍ତି । [6, 634, 358, 701]
table-cell: ୭ [955, 1969, 1000, 1985]
table-cell: ୯ [955, 2001, 1000, 2017]
table-cell: ୧.୩୭ [1329, 2033, 1366, 2049]
ad-date: ତା : ୧୮।୦୩।୧୩ [858, 912, 924, 923]
table-cell: ପଥର [1143, 1889, 1224, 1905]
table-row [955, 1889, 1484, 1905]
table-row [955, 1953, 1484, 1969]
table-row [955, 2081, 1484, 2097]
table-cell: ୨,୫୦,୦୦୦ [1366, 1985, 1483, 2001]
table-cell: ପଥର [1143, 1873, 1224, 1889]
page-header [0, 0, 1497, 26]
ad-footer: ସ୍ୱା./- ମ୍ୟୁନିସିପାଲ କମିଶନର, ବ୍ରହ୍ମପୁର ମହାନଗର ନିଗମ [691, 1066, 924, 1077]
table-cell: ଘରଘରାଳ [1000, 2065, 1076, 2081]
auction-notice-ad [944, 1260, 1492, 2314]
table-cell: ୧.୦୦ [1329, 2065, 1366, 2081]
cm-name: (ନବୀନ ପଟ୍ଟନାୟକ) [1322, 1196, 1426, 1211]
article-body [566, 534, 926, 864]
ad-code: 08002/13/0006/1213 [44, 1370, 139, 1380]
table-cell: ୫.୦୦ [1329, 1905, 1366, 1921]
table-cell: ୧.୨୫ [1329, 2049, 1366, 2065]
table-cell: ୫.୦୦ [1329, 1873, 1366, 1889]
paragraph: ସମ୍ମିଳନୀରେ ନ୍ୟାୟ ଓ ସଚ୍ଚୋଟତା ପାଇଁ ସଂଗ୍ରାମ କରୁଥିବା ନେତାଙ୍କ ନିଷ୍ପତ୍ତି ସମସ୍ତଙ୍କୁ ଚକିତ କରିଦେଇଛି । ଦଳ ଭିତରେ ଚାଲିଥିବା ମତଭେଦ ଓ ନେତୃତ୍ୱ ପ୍ରସଙ୍ଗରେ ଅସନ୍ତୋଷ ପ୍ରକାଶ କରି ସେ ଦାୟିତ୍ୱରୁ ଓହରି ଯାଇଥିବା ଘୋଷଣା କରିଛନ୍ତି । [368, 405, 558, 524]
table-cell: ୬୨,୫୦୦ [1366, 2049, 1483, 2065]
footer-mark [470, 2321, 530, 2333]
table-cell: ୬ [955, 1953, 1000, 1969]
table-cell: ୬୪୫ (ପି) [1273, 1921, 1328, 1937]
table-cell: ୭୬ [1225, 1873, 1274, 1889]
table-cell: ୧୩ [955, 2065, 1000, 2081]
paragraph: ପରିବେଶର ସନ୍ତୁଳନ ରକ୍ଷା କରିବା, ପ୍ରାକୃତିକ ବିପର୍ଯ୍ୟୟର ପ୍ରକୋପ ହ୍ରାସ କରିବା ଓ ଜନସାଧାରଣଙ୍କ ଜୀବିକା ନିର୍ବାହରେ ଜଙ୍ଗଲର ଭୂମିକା ଅତୁଳନୀୟ । ଜଙ୍ଗଲ ଉପରେ ନିର୍ଭରଶୀଳ ଲୋକଙ୍କ ସହଯୋଗରେ ଜଙ୍ଗଲ ସୁରକ୍ଷା ଓ ପରିଚାଳନାକୁ ଅଧିକ ଫଳପ୍ରଦ କରିବା ପାଇଁ ସରକାର ବିଭିନ୍ନ ପଦକ୍ଷେପ ନେଇଛନ୍ତି । [28, 1119, 538, 1191]
paragraph: ବିଶ୍ୱ ବନ ଦିବସ ପାଳନର ଶୁଭ ଅବସରରେ ମୁଁ ରାଜ୍ୟବାସୀ ଭାଇ ଓ ଭଉଣୀମାନଙ୍କୁ ମୋର ଶୁଭେଚ୍ଛା ଜ୍ଞାପନ କରୁଛି । ପ୍ରତିବର୍ଷ ମାର୍ଚ୍ଚ ୨୧ ତାରିଖକୁ 'ବିଶ୍ୱ ବନ ଦିବସ' ରୂପେ ସମଗ୍ର ବିଶ୍ୱରେ ପାଳନ କରାଯାଉଛି । ଜନସାଧାରଣଙ୍କ ପାଇଁ ଓ ଜନସାଧାରଣଙ୍କ ଦ୍ୱାରା ଜଙ୍ଗଲ ସୁରକ୍ଷା ଓ ତା'ର ଅଭିବୃଦ୍ଧି କ୍ଷେତ୍ରରେ ଜନସଚେତନତା ସୃଷ୍ଟି କରିବା ଏହି ଦିବସ ପାଳନର ତାତ୍ପର୍ଯ୍ୟ । [964, 804, 1474, 904]
ad-subtitle: ବ୍ରହ୍ମଗିରି ପଞ୍ଚାୟତ ସମିତି କାର୍ଯ୍ୟାଳୟ, ପୁରୀ [620, 1130, 882, 1148]
nrhm-logo-icon [170, 2196, 234, 2260]
table-cell: ୨.୦୦ [1329, 1953, 1366, 1969]
table-cell: ୫୦,୦୦୦ [1366, 2065, 1483, 2081]
ad-date: ତା : ୧୮।୦୩।୧୩ [858, 1154, 924, 1165]
table-cell: ରାମଭୁଷ୍ଣୁଡ଼ି [1000, 1953, 1076, 1969]
table-row [955, 2017, 1484, 2033]
paragraph: ପୋଲିସ ତିନି ଦିନ ଧରି ଘରଟିକୁ ନଜରରେ ରଖିଥିଲା । ପରେ ସନ୍ଦେହ ଆଧାରରେ ଘର ଭିତରକୁ ପଶି ଲୋକଙ୍କୁ ଉଦ୍ଧାର କରାଯାଇଥିଲା । ସେମାନଙ୍କୁ ଦୀର୍ଘ ଦିନ ଧରି ବନ୍ଦ କରି ରଖାଯାଇଥିବା ଜଣାପଡ଼ିଛି ଓ ଶାରୀରିକ ଅବସ୍ଥା ଦୁର୍ବଳ ଥିବାରୁ ହସ୍ପିଟାଲରେ ଭର୍ତ୍ତି କରାଯାଇଛି । [566, 259, 926, 326]
table-cell: ୮ [955, 1985, 1000, 2001]
ad-side-code: 245-DSPL [14, 1334, 24, 1378]
ad-title: ବ୍ରହ୍ମପୁର ମହାନଗର ନିଗମ [570, 878, 932, 906]
ad-title: ବିଶ୍ୱ ବନଦିବସ ଅବସରରେ ମାନ୍ୟବର ଜଙ୍ଗଲମନ୍ତ୍ରୀଙ୍କର ବାର୍ତ୍ତା [41, 899, 359, 1001]
paragraph: ଏତଦ୍ୱାରା ବ୍ରହ୍ମପୁର ମହାନଗର ନିଗମ ଅଞ୍ଚଳର ସମସ୍ତ ବ୍ୟବସାୟୀ ଓ ଦୋକାନୀଙ୍କୁ ଜଣାଇ ଦିଆଯାଉଛି ଯେ, ସେମାନଙ୍କ ବ୍ୟବସାୟ ଲାଇସେନ୍ସ ନବୀକରଣ ପାଇଁ ଆଗାମୀ ମାର୍ଚ୍ଚ ୩୧ ତାରିଖ ସୁଦ୍ଧା ନିଗମ କାର୍ଯ୍ୟାଳୟରେ ଆବେଦନ କରିବାକୁ ହେବ । [578, 933, 924, 975]
article-title: ପୋଲିସ ଭୂମିକା... [1088, 44, 1340, 85]
front-page-band: ପ୍ରଥମ ପୃଷ୍ଠାରୁ... [6, 46, 358, 88]
paragraph: ଜୈବ ବିବିଧତାରେ ପରିପୂର୍ଣ୍ଣ ଆମ ଅରଣ୍ୟ ସମ୍ପଦ ପୃଥିବୀ ପୃଷ୍ଠରେ ଜୀବନ ଧାରଣ ପାଇଁ ଏକ ଅତୁଳନ ଉପାଦାନ । ଜଙ୍ଗଲରେ ଥିବା ପ୍ରତ୍ୟେକ ବୃକ୍ଷ, ଲତା, ଗୁଳ୍ମ ଓ ବନ୍ୟଜନ୍ତୁ ପରିବେଶ ସୁରକ୍ଷା ପାଇଁ ମୂଲ୍ୟବାନ ଓ ଆମ ପାଇଁ ଉପକାରୀ । ମୃତ୍ତିକା, ଜଳ ଓ ବାୟୁର ସନ୍ତୁଳିତ ଚକ୍ର ପାଇଁ ଜଙ୍ଗଲର ଅବଦାନ ଗୁରୁତ୍ୱପୂର୍ଣ୍ଣ । ଜଳବାୟୁ ପରିବର୍ତ୍ତନଜନିତ ସମସ୍ୟାକୁ ପ୍ରତିହତ କରିବା ପାଇଁ ଜଙ୍ଗଲର ସୁରକ୍ଷା ଓ ଅଭିବୃଦ୍ଧି ନିତାନ୍ତ ଆବଶ୍ୟକ । [964, 912, 1474, 1012]
ad-date: ତାରିଖ : ୧୭।୦୩।୨୦୧୩ [1383, 1342, 1482, 1354]
paragraph: ପୋଲିସ ତିନି ଦିନ ଧରି ଘରଟିକୁ ନଜରରେ ରଖିଥିଲା । ପରେ ସନ୍ଦେହ ଆଧାରରେ ଘର ଭିତରକୁ ପଶି ଲୋକଙ୍କୁ ଉଦ୍ଧାର କରାଯାଇଥିଲା । ସେମାନଙ୍କୁ ଦୀର୍ଘ ଦିନ ଧରି ବନ୍ଦ କରି ରଖାଯାଇଥିବା ଜଣାପଡ଼ିଛି ଓ ଶାରୀରିକ ଅବସ୍ଥା ଦୁର୍ବଳ ଥିବାରୁ ହସ୍ପିଟାଲରେ ଭର୍ତ୍ତି କରାଯାଇଛି । [566, 93, 926, 160]
ad-code: 08002/13/0007/1213 [974, 1228, 1069, 1238]
ad-number: ପତ୍ରସଂଖ୍ୟା : ୭୯୧ [578, 1154, 654, 1165]
table-cell: ୧.୫୫ [1329, 2001, 1366, 2017]
table-number-cell: ୨ [1000, 1857, 1076, 1873]
newspaper-name: ଧରିତ୍ରୀ ୧୫ [1401, 1, 1489, 23]
ad-footer: ସ୍ୱା./- ତାଲୁକ ଅଧିକାରୀ, ଦେଓଗାଁ [1341, 2290, 1480, 2303]
article-body [6, 633, 358, 813]
table-cell: ୩ [955, 1905, 1000, 1921]
table-cell: ପଥର [1143, 2001, 1224, 2017]
photo-caption-name: ଶ୍ରୀଯୁକ୍ତ ନବୀନ ପଟ୍ଟନାୟକ [1304, 710, 1454, 725]
chief-minister-photo [1306, 524, 1458, 706]
table-cell: ୪୫ [1273, 2049, 1328, 2065]
ad-side-code: 244-DSPL [952, 1198, 962, 1242]
ad-title: ବିଶ୍ୱ ବନ ଦିବସ ଅବସରରେ ମାନ୍ୟବର ମୁଖ୍ୟମନ୍ତ୍ରୀଙ୍କ ବାର୍ତ୍ତା [952, 760, 1563, 789]
forest-minister-photo [386, 848, 524, 1024]
paragraph: ଏହି ପରିଚୟ ପତ୍ର ନକଲ(ଜେରକ୍ସ କପି) ଏବଂ ପ୍ରେରିତ ଚିଠା ଅଲଟ୍ରାସାଉଣ୍ଡ କରାଉଥିବା ଡାକ୍ତରଙ୍କ ଦ୍ୱାରା ଫର୍ମ-ଏଫ୍‌ରେ ସଂଲଗ୍ନ ହେବ । [106, 1963, 826, 2025]
table-row [955, 2065, 1484, 2081]
table-row [955, 1969, 1484, 1985]
table-cell: ପଥର [1143, 1937, 1224, 1953]
table-header-cell: ନିଲାମ ତାରିଖ [1075, 1841, 1143, 1857]
forest-minister-message-ad [6, 828, 558, 1388]
paragraph: ମୁଁ ଏହି ଅବସରରେ ଜଙ୍ଗଲ ସୁରକ୍ଷା ଓ ତା'ର ନିରନ୍ତର ବିକାଶ ପାଇଁ ସବୁ କ୍ଷେତ୍ରରେ ଉଦ୍ୟମ କରିବାକୁ ରାଜ୍ୟବାସୀଙ୍କୁ ନିବେଦନ କରୁଛି । [964, 1107, 1474, 1144]
table-header-cell: ରକବା [1329, 1841, 1366, 1857]
table-row [955, 1985, 1484, 2001]
table-cell: ୨,୫୦,୦୦୦ [1366, 1921, 1483, 1937]
paragraph: ବାର ସଂଶ୍ଳିଷ୍ଟ ରଘୁଙ୍କର ତାଙ୍କ ଘରକୁ ବୁଧବାର ପ୍ରଭାତ କରି ଉଠାଯାଇ ଆଦେଶ ଦେଇଥିଲେ । ଡାକ୍ତରଙ୍କ ଉତ୍ତର ଆଉ ରାଧା ପରେ ପ୍ରଶାସନ ରିପୋର୍ଟ ଜଣାଇ ଯୁଗ୍ମ ଯୋଜନା ପଦକ ଦାଖିଲ କରିଥିଲେ । ପ୍ରଶାସନିକ ପରିବାର ରିପୋର୍ଟ ସ୍ୱାସ୍ଥ୍ୟ ବିଭାଗ କଠୋର ପଦକ୍ଷେପ ନେଇଥିଲେ । ଏହାଦ୍ୱାରା ପ୍ରାଥମିକ ପରୀକ୍ଷା ଆଗରୁ ରଘୁଙ୍କ ଅବସ୍ଥା ସଂକଟଜନକ ହୋଇଥିବା ଜଣାପଡ଼ିଛି । [6, 322, 358, 424]
paragraph: ଭିଡିଓ ଫୁଟେଜ ଓ ମୋବାଇଲ କଲ ରେକର୍ଡ ଯାଞ୍ଚ କରାଯାଉଛି । ତଦନ୍ତକାରୀ ଅଧିକାରୀ କହିଛନ୍ତି, ଆବଶ୍ୟକ ହେଲେ ଆଉ କିଛି ଲୋକଙ୍କୁ ପଚରାଉଚରା କରାଯିବ ଓ ଦୋଷୀଙ୍କ ବିରୋଧରେ କାର୍ଯ୍ୟାନୁଷ୍ଠାନ ନିଆଯିବ । [566, 608, 926, 657]
table-cell: ୧୨/୦୪/୧୩ [1075, 1937, 1143, 1953]
table-cell: ୩୧ [1273, 2017, 1328, 2033]
article-title: ଇସ୍ତଫା ଦେଲେ... [368, 44, 569, 75]
